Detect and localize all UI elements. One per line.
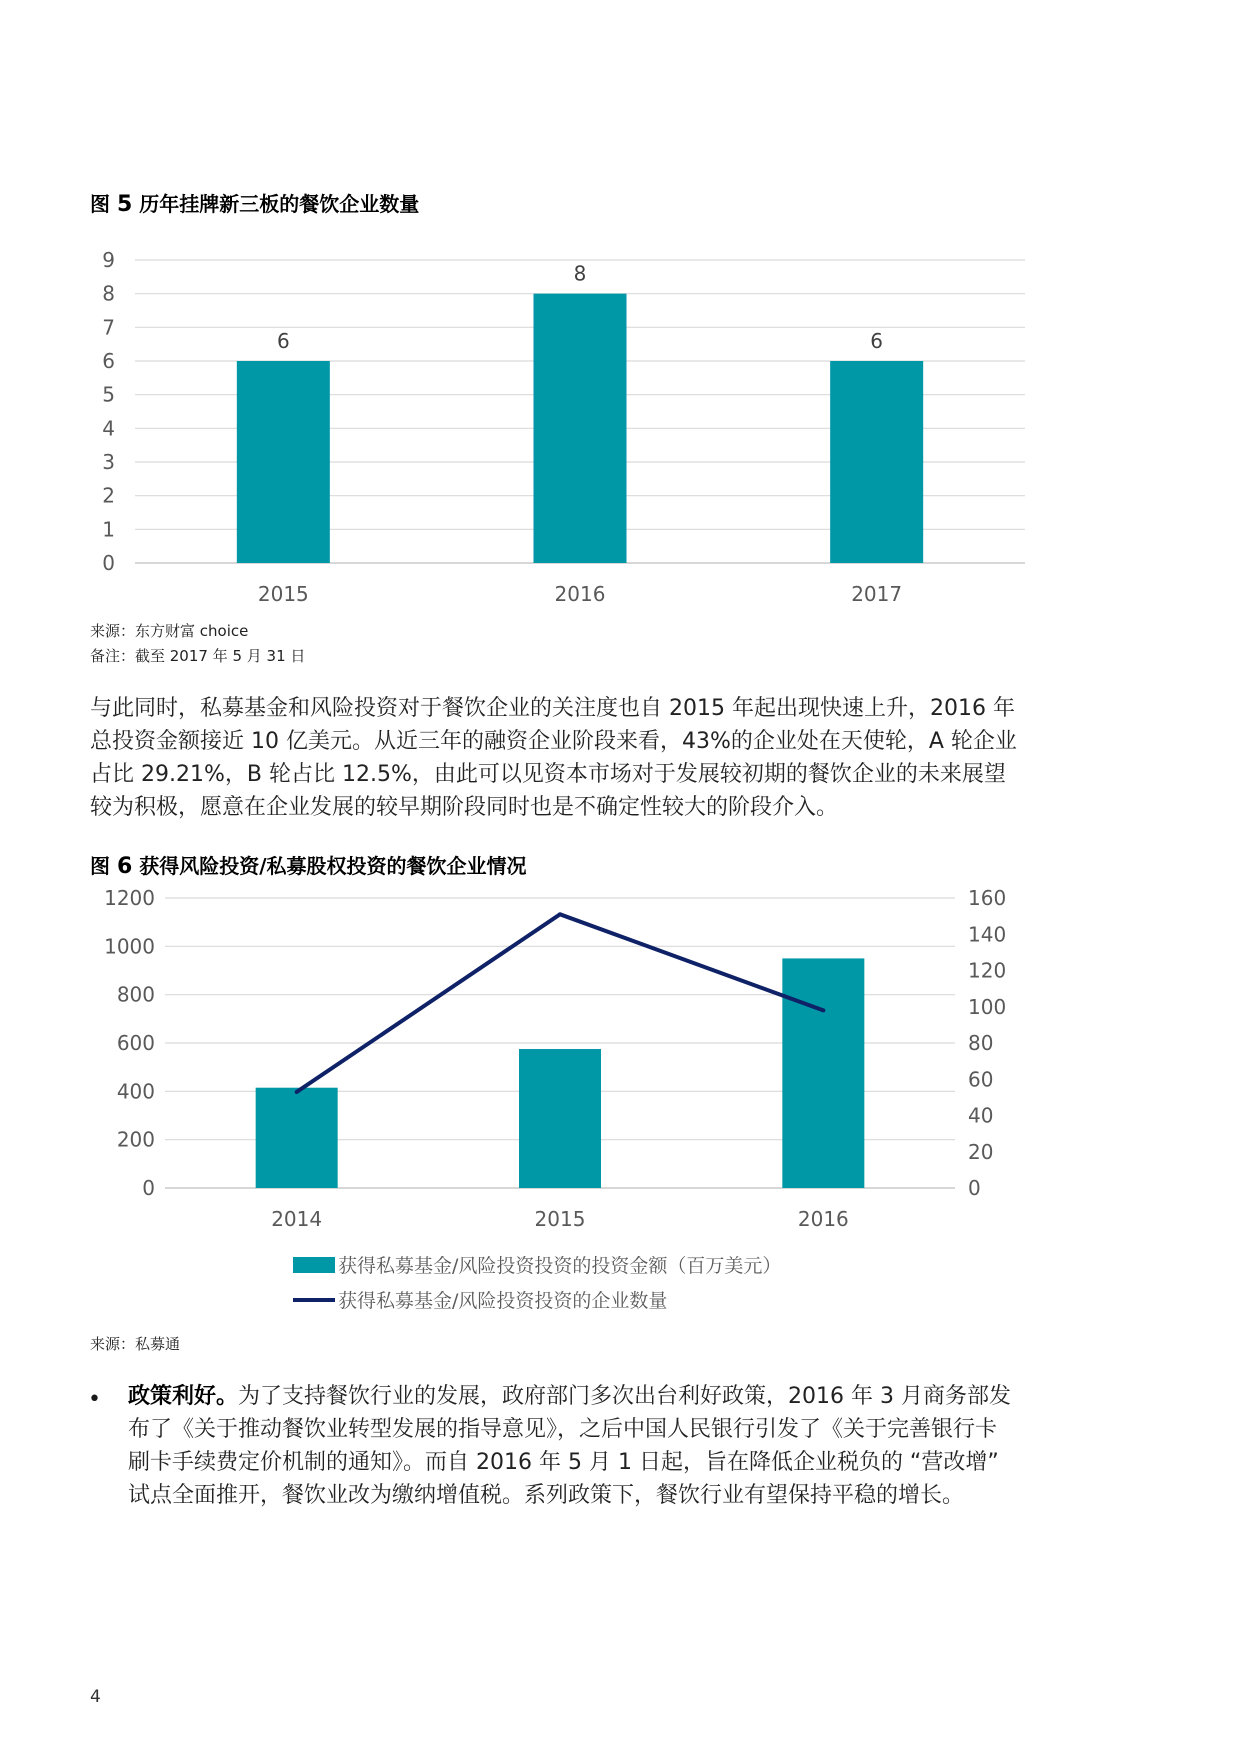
page-number: 4	[90, 1687, 101, 1707]
figure6-title-num: 6	[116, 854, 133, 879]
y-left-tick-label: 600	[116, 1031, 155, 1055]
line-point	[821, 1008, 825, 1012]
bullet-bold: 政策利好。	[128, 1384, 239, 1409]
y-right-tick-label: 20	[968, 1139, 994, 1164]
y-left-tick-label: 1200	[104, 886, 155, 910]
bar	[256, 1088, 338, 1188]
y-right-tick-label: 0	[968, 1176, 981, 1200]
y-tick-label: 2	[102, 483, 115, 508]
paragraph-line: 与此同时，私募基金和风险投资对于餐饮企业的关注度也自 2015 年起出现快速上升，2016 年	[90, 696, 1015, 721]
body-paragraph	[90, 692, 1070, 824]
y-right-tick-label: 100	[968, 994, 1007, 1019]
x-tick-label: 2014	[271, 1207, 323, 1231]
bullet-line: 布了《关于推动餐饮业转型发展的指导意见》，之后中国人民银行引发了《关于完善银行卡	[128, 1417, 998, 1442]
legend-bar-swatch	[293, 1257, 335, 1273]
figure5-title-prefix: 图	[90, 192, 110, 216]
x-tick-label: 2015	[534, 1207, 586, 1231]
y-tick-label: 8	[102, 281, 115, 306]
y-right-tick-label: 60	[968, 1067, 994, 1092]
bullet-line: 为了支持餐饮行业的发展，政府部门多次出台利好政策，2016 年 3 月商务部发	[238, 1384, 1011, 1409]
y-tick-label: 5	[102, 382, 115, 407]
y-right-tick-label: 80	[968, 1031, 994, 1055]
data-label: 6	[870, 329, 884, 353]
x-tick-label: 2016	[797, 1207, 849, 1231]
bullet-line: 试点全面推开，餐饮业改为缴纳增值税。系列政策下，餐饮行业有望保持平稳的增长。	[128, 1483, 965, 1508]
policy-bullet	[128, 1380, 1068, 1512]
y-tick-label: 6	[102, 349, 115, 373]
y-tick-label: 0	[102, 551, 115, 575]
figure5-note: 备注：截至 2017 年 5 月 31 日	[90, 647, 306, 665]
bullet-dot: •	[88, 1387, 101, 1412]
paragraph-line: 占比 29.21%，B 轮占比 12.5%，由此可以见资本市场对于发展较初期的餐饮企业的未来展望	[90, 762, 1006, 787]
y-left-tick-label: 800	[116, 982, 155, 1007]
bar	[782, 958, 864, 1188]
figure6-source: 来源：私募通	[90, 1335, 181, 1353]
bullet-line: 刷卡手续费定价机制的通知》。而自 2016 年 5 月 1 日起，旨在降低企业税负的 “营改增”	[128, 1450, 999, 1475]
figure6-title	[90, 850, 527, 879]
y-tick-label: 4	[102, 416, 115, 441]
figure6-title-text: 获得风险投资/私募股权投资的餐饮企业情况	[139, 854, 527, 878]
y-right-tick-label: 160	[968, 886, 1007, 910]
y-tick-label: 1	[102, 517, 115, 542]
figure5-title	[90, 188, 419, 217]
figure6-chart	[0, 880, 1240, 1320]
y-right-tick-label: 140	[968, 922, 1007, 947]
y-left-tick-label: 0	[142, 1176, 155, 1200]
data-label: 6	[276, 329, 290, 353]
figure5-source: 来源：东方财富 choice	[90, 622, 249, 640]
data-label: 8	[573, 261, 587, 286]
bar	[830, 361, 923, 563]
x-tick-label: 2016	[554, 582, 606, 606]
figure6-title-prefix: 图	[90, 854, 110, 878]
x-tick-label: 2015	[257, 582, 309, 606]
y-tick-label: 3	[102, 450, 115, 474]
y-right-tick-label: 120	[968, 958, 1007, 983]
paragraph-line: 总投资金额接近 10 亿美元。从近三年的融资企业阶段来看，43%的企业处在天使轮，A 轮企业	[90, 729, 1017, 754]
figure5-title-text: 历年挂牌新三板的餐饮企业数量	[139, 192, 420, 216]
y-tick-label: 9	[102, 248, 115, 272]
y-tick-label: 7	[102, 315, 115, 340]
paragraph-line: 较为积极，愿意在企业发展的较早期阶段同时也是不确定性较大的阶段介入。	[90, 795, 839, 820]
bar	[534, 294, 627, 563]
y-left-tick-label: 1000	[104, 934, 155, 959]
y-left-tick-label: 200	[116, 1127, 155, 1152]
y-right-tick-label: 40	[968, 1103, 994, 1128]
legend-line-label: 获得私募基金/风险投资投资的企业数量	[338, 1290, 668, 1312]
x-tick-label: 2017	[851, 582, 903, 606]
bar	[237, 361, 330, 563]
legend-bar-label: 获得私募基金/风险投资投资的投资金额（百万美元）	[338, 1255, 782, 1277]
figure5-chart	[0, 215, 1240, 620]
line-point	[558, 912, 562, 916]
line-point	[295, 1090, 299, 1094]
figure5-title-num: 5	[116, 192, 133, 217]
y-left-tick-label: 400	[116, 1079, 155, 1104]
bar	[519, 1049, 601, 1188]
